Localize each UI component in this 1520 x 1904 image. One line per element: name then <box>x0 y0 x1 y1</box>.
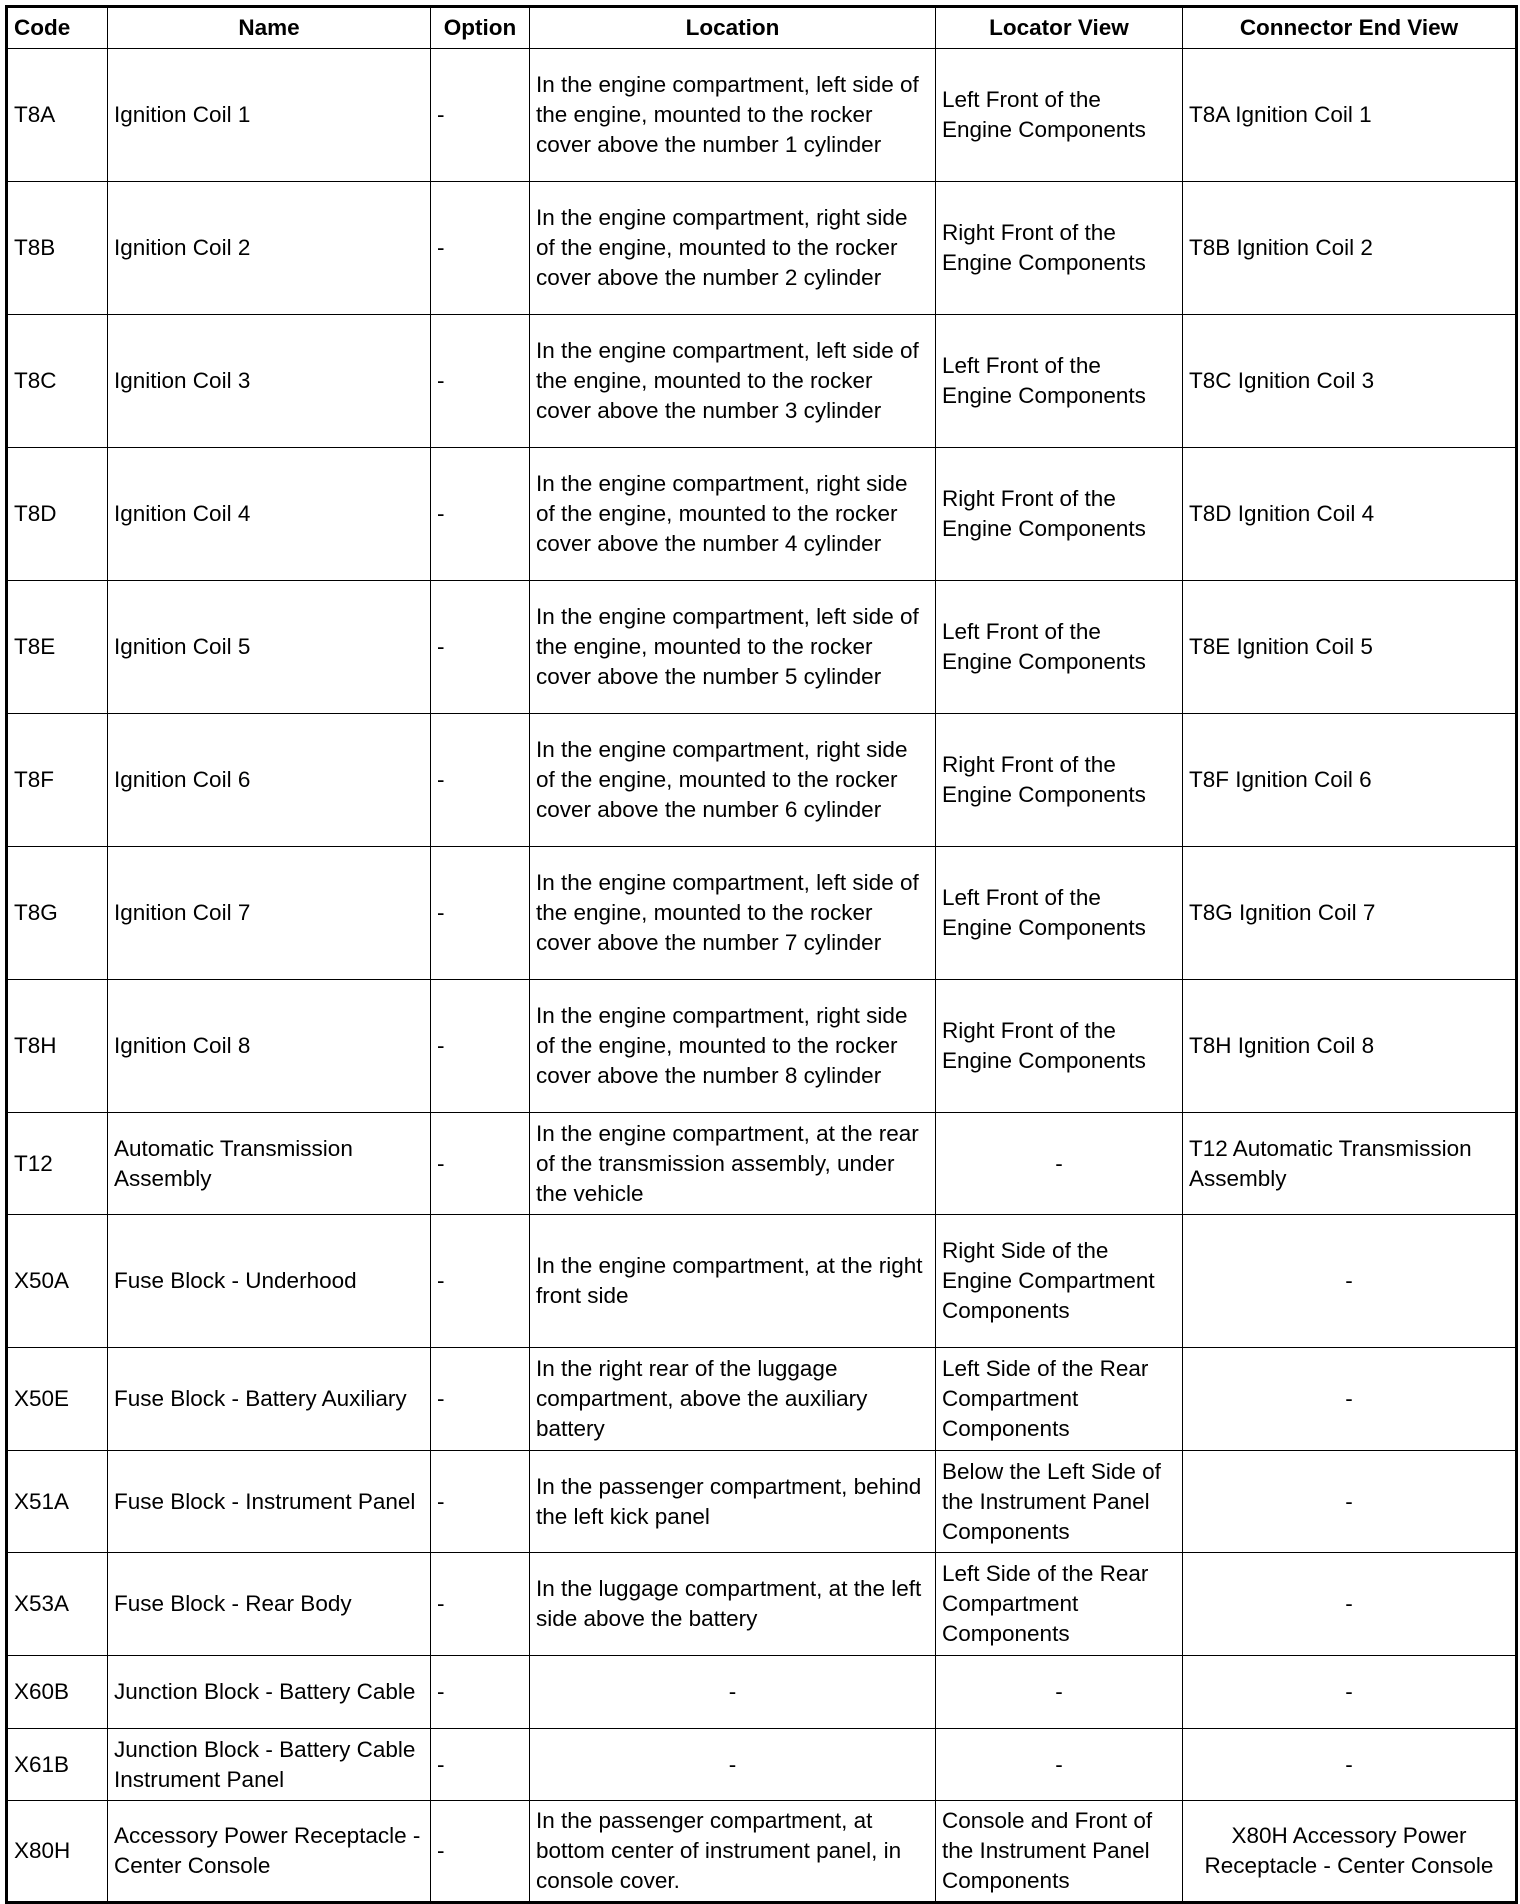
cell-code: T8H <box>7 980 108 1113</box>
header-location: Location <box>530 7 936 49</box>
header-option: Option <box>431 7 530 49</box>
component-locator-table <box>5 5 1518 1904</box>
cell-connector: T8G Ignition Coil 7 <box>1183 847 1517 980</box>
cell-location: In the passenger compartment, at bottom center of instrument panel, in console cover. <box>530 1801 936 1903</box>
cell-code: T8B <box>7 182 108 315</box>
table-row <box>7 1553 1517 1656</box>
cell-option: - <box>431 1656 530 1729</box>
cell-locator: - <box>936 1113 1183 1215</box>
cell-option: - <box>431 1553 530 1656</box>
table-row <box>7 1656 1517 1729</box>
table-row <box>7 1801 1517 1903</box>
cell-option: - <box>431 182 530 315</box>
cell-name: Ignition Coil 2 <box>108 182 431 315</box>
cell-option: - <box>431 1451 530 1553</box>
cell-location: In the passenger compartment, behind the left kick panel <box>530 1451 936 1553</box>
cell-locator: Below the Left Side of the Instrument Panel Components <box>936 1451 1183 1553</box>
cell-option: - <box>431 448 530 581</box>
cell-name: Junction Block - Battery Cable Instrument Panel <box>108 1729 431 1801</box>
cell-name: Ignition Coil 4 <box>108 448 431 581</box>
cell-locator: - <box>936 1656 1183 1729</box>
table-row <box>7 182 1517 315</box>
cell-connector: T8E Ignition Coil 5 <box>1183 581 1517 714</box>
cell-code: X50A <box>7 1215 108 1348</box>
cell-name: Ignition Coil 3 <box>108 315 431 448</box>
cell-location: In the engine compartment, at the right front side <box>530 1215 936 1348</box>
cell-name: Ignition Coil 6 <box>108 714 431 847</box>
table-row <box>7 847 1517 980</box>
cell-code: X53A <box>7 1553 108 1656</box>
cell-code: T8G <box>7 847 108 980</box>
table-row <box>7 49 1517 182</box>
cell-code: T12 <box>7 1113 108 1215</box>
cell-code: X60B <box>7 1656 108 1729</box>
cell-location: In the engine compartment, right side of the engine, mounted to the rocker cover above the number 4 cylinder <box>530 448 936 581</box>
cell-connector: T8F Ignition Coil 6 <box>1183 714 1517 847</box>
cell-connector: - <box>1183 1348 1517 1451</box>
cell-option: - <box>431 1348 530 1451</box>
cell-location: In the engine compartment, right side of the engine, mounted to the rocker cover above the number 2 cylinder <box>530 182 936 315</box>
cell-code: X61B <box>7 1729 108 1801</box>
cell-option: - <box>431 714 530 847</box>
cell-locator: Right Front of the Engine Components <box>936 714 1183 847</box>
cell-option: - <box>431 315 530 448</box>
cell-code: T8E <box>7 581 108 714</box>
cell-name: Automatic Transmission Assembly <box>108 1113 431 1215</box>
cell-locator: Left Side of the Rear Compartment Components <box>936 1553 1183 1656</box>
cell-name: Fuse Block - Rear Body <box>108 1553 431 1656</box>
table-row <box>7 1348 1517 1451</box>
table-row <box>7 714 1517 847</box>
table-row <box>7 1113 1517 1215</box>
cell-option: - <box>431 1113 530 1215</box>
cell-code: X80H <box>7 1801 108 1903</box>
cell-connector: - <box>1183 1729 1517 1801</box>
cell-locator: Left Front of the Engine Components <box>936 315 1183 448</box>
cell-name: Ignition Coil 8 <box>108 980 431 1113</box>
cell-connector: T12 Automatic Transmission Assembly <box>1183 1113 1517 1215</box>
cell-location: In the engine compartment, right side of the engine, mounted to the rocker cover above the number 6 cylinder <box>530 714 936 847</box>
table-row <box>7 1451 1517 1553</box>
cell-location: In the engine compartment, left side of the engine, mounted to the rocker cover above the number 1 cylinder <box>530 49 936 182</box>
cell-locator: Left Front of the Engine Components <box>936 581 1183 714</box>
cell-connector: T8D Ignition Coil 4 <box>1183 448 1517 581</box>
cell-code: T8C <box>7 315 108 448</box>
cell-location: - <box>530 1656 936 1729</box>
cell-code: X51A <box>7 1451 108 1553</box>
cell-location: - <box>530 1729 936 1801</box>
table-row <box>7 581 1517 714</box>
cell-code: T8F <box>7 714 108 847</box>
cell-locator: - <box>936 1729 1183 1801</box>
cell-locator: Left Front of the Engine Components <box>936 847 1183 980</box>
cell-connector: T8H Ignition Coil 8 <box>1183 980 1517 1113</box>
cell-location: In the right rear of the luggage compartment, above the auxiliary battery <box>530 1348 936 1451</box>
cell-name: Fuse Block - Battery Auxiliary <box>108 1348 431 1451</box>
cell-connector: - <box>1183 1451 1517 1553</box>
cell-locator: Console and Front of the Instrument Panel Components <box>936 1801 1183 1903</box>
table-row <box>7 1729 1517 1801</box>
cell-name: Fuse Block - Instrument Panel <box>108 1451 431 1553</box>
cell-name: Fuse Block - Underhood <box>108 1215 431 1348</box>
cell-locator: Left Front of the Engine Components <box>936 49 1183 182</box>
cell-locator: Right Front of the Engine Components <box>936 980 1183 1113</box>
header-connector-end-view: Connector End View <box>1183 7 1517 49</box>
cell-option: - <box>431 1215 530 1348</box>
header-name: Name <box>108 7 431 49</box>
cell-connector: T8B Ignition Coil 2 <box>1183 182 1517 315</box>
table-row <box>7 315 1517 448</box>
cell-code: T8A <box>7 49 108 182</box>
header-code: Code <box>7 7 108 49</box>
cell-option: - <box>431 49 530 182</box>
cell-location: In the engine compartment, left side of the engine, mounted to the rocker cover above the number 7 cylinder <box>530 847 936 980</box>
cell-connector: - <box>1183 1215 1517 1348</box>
cell-name: Junction Block - Battery Cable <box>108 1656 431 1729</box>
cell-name: Accessory Power Receptacle - Center Console <box>108 1801 431 1903</box>
header-row <box>7 7 1517 49</box>
table-row <box>7 448 1517 581</box>
header-locator-view: Locator View <box>936 7 1183 49</box>
table-row <box>7 1215 1517 1348</box>
cell-code: T8D <box>7 448 108 581</box>
table-row <box>7 980 1517 1113</box>
cell-location: In the engine compartment, left side of the engine, mounted to the rocker cover above the number 5 cylinder <box>530 581 936 714</box>
cell-locator: Right Side of the Engine Compartment Components <box>936 1215 1183 1348</box>
cell-code: X50E <box>7 1348 108 1451</box>
cell-locator: Right Front of the Engine Components <box>936 182 1183 315</box>
cell-connector: X80H Accessory Power Receptacle - Center Console <box>1183 1801 1517 1903</box>
cell-locator: Left Side of the Rear Compartment Components <box>936 1348 1183 1451</box>
cell-locator: Right Front of the Engine Components <box>936 448 1183 581</box>
cell-connector: - <box>1183 1553 1517 1656</box>
cell-option: - <box>431 1801 530 1903</box>
cell-name: Ignition Coil 7 <box>108 847 431 980</box>
cell-option: - <box>431 847 530 980</box>
cell-connector: T8C Ignition Coil 3 <box>1183 315 1517 448</box>
cell-location: In the luggage compartment, at the left side above the battery <box>530 1553 936 1656</box>
cell-location: In the engine compartment, at the rear of the transmission assembly, under the vehicle <box>530 1113 936 1215</box>
cell-option: - <box>431 980 530 1113</box>
cell-name: Ignition Coil 5 <box>108 581 431 714</box>
cell-name: Ignition Coil 1 <box>108 49 431 182</box>
cell-option: - <box>431 581 530 714</box>
cell-option: - <box>431 1729 530 1801</box>
cell-location: In the engine compartment, left side of the engine, mounted to the rocker cover above the number 3 cylinder <box>530 315 936 448</box>
cell-connector: T8A Ignition Coil 1 <box>1183 49 1517 182</box>
cell-connector: - <box>1183 1656 1517 1729</box>
cell-location: In the engine compartment, right side of the engine, mounted to the rocker cover above the number 8 cylinder <box>530 980 936 1113</box>
